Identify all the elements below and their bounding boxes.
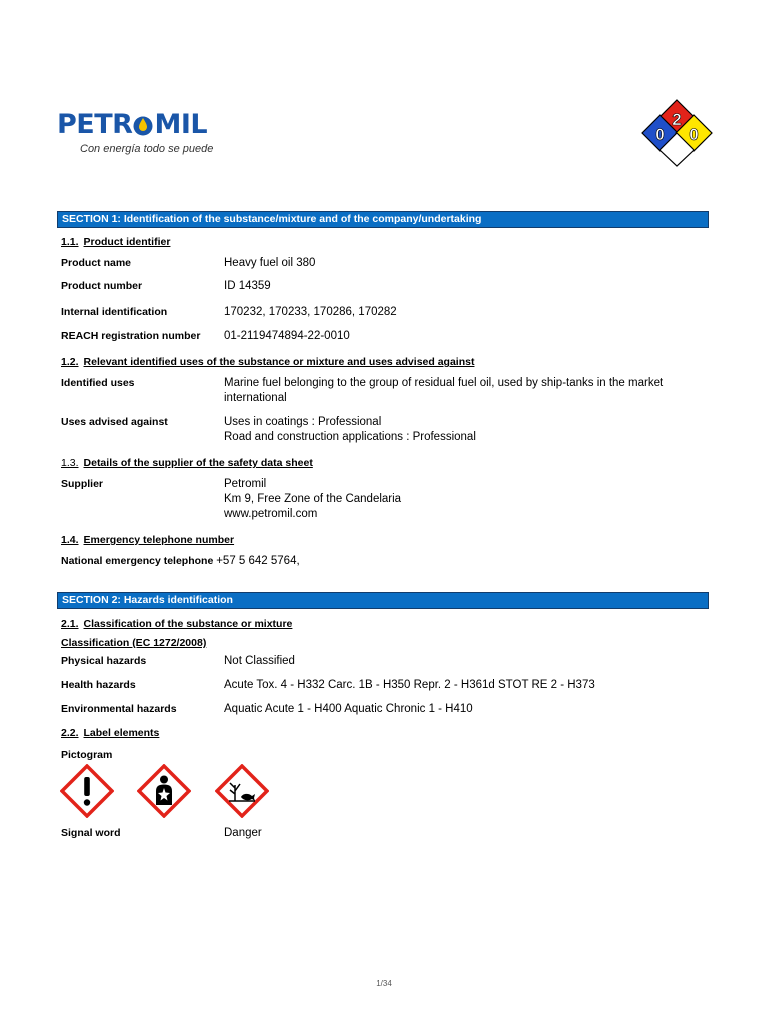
subsection-2-1: 2.1. Classification of the substance or mixture: [61, 618, 293, 630]
internal-id-label: Internal identification: [61, 306, 168, 318]
emergency-phone-value: +57 5 642 5764,: [216, 555, 300, 567]
internal-id-value: 170232, 170233, 170286, 170282: [224, 306, 397, 318]
supplier-value: Petromil Km 9, Free Zone of the Candelaria www.petromil.com: [224, 478, 402, 520]
product-number-label: Product number: [61, 280, 143, 292]
exclamation-mark-icon: [60, 764, 114, 818]
section-2-header: SECTION 2: Hazards identification: [57, 592, 709, 609]
subsection-1-1: 1.1. Product identifier: [61, 236, 171, 248]
supplier-label: Supplier: [61, 478, 104, 490]
subsection-1-2: 1.2. Relevant identified uses of the substance or mixture and uses advised against: [61, 356, 475, 368]
logo-drop-icon: [132, 114, 154, 136]
pictogram-label: Pictogram: [61, 749, 113, 761]
reach-label: REACH registration number: [61, 330, 201, 342]
uses-against-value: Uses in coatings : Professional Road and construction applications : Professional: [224, 416, 476, 443]
identified-uses-value: Marine fuel belonging to the group of residual fuel oil, used by ship-tanks in the market international: [224, 377, 664, 404]
page-number: 1/34: [376, 979, 392, 988]
nfpa-instability: 0: [689, 125, 699, 144]
environment-icon: [215, 764, 269, 818]
nfpa-diamond-icon: [641, 99, 713, 167]
environmental-hazards-label: Environmental hazards: [61, 703, 177, 715]
section-1-header: SECTION 1: Identification of the substance/mixture and of the company/undertaking: [57, 211, 709, 228]
identified-uses-label: Identified uses: [61, 377, 135, 389]
environmental-hazards-value: Aquatic Acute 1 - H400 Aquatic Chronic 1 - H410: [224, 703, 473, 715]
subsection-1-4: 1.4. Emergency telephone number: [61, 534, 235, 546]
logo-wordmark: PETR MIL: [57, 109, 208, 140]
classification-title: Classification (EC 1272/2008): [61, 637, 207, 649]
nfpa-flammability: 2: [672, 110, 682, 129]
petromil-logo: [57, 110, 207, 140]
physical-hazards-label: Physical hazards: [61, 655, 147, 667]
physical-hazards-value: Not Classified: [224, 655, 295, 667]
signal-word-label: Signal word: [61, 827, 121, 839]
uses-against-label: Uses advised against: [61, 416, 168, 428]
health-hazards-label: Health hazards: [61, 679, 136, 691]
product-number-value: ID 14359: [224, 280, 271, 292]
health-hazards-value: Acute Tox. 4 - H332 Carc. 1B - H350 Repr. 2 - H361d STOT RE 2 - H373: [224, 679, 595, 691]
reach-value: 01-2119474894-22-0010: [224, 330, 350, 342]
subsection-2-2: 2.2. Label elements: [61, 727, 160, 739]
health-hazard-icon: [137, 764, 191, 818]
emergency-phone-row: [61, 555, 300, 567]
product-name-label: Product name: [61, 257, 132, 269]
emergency-phone-label: National emergency telephone: [61, 555, 214, 567]
signal-word-value: Danger: [224, 827, 262, 839]
subsection-1-3: 1.3. Details of the supplier of the safety data sheet: [61, 457, 313, 469]
nfpa-health: 0: [655, 125, 665, 144]
logo-tagline: Con energía todo se puede: [80, 143, 214, 155]
product-name-value: Heavy fuel oil 380: [224, 257, 316, 269]
